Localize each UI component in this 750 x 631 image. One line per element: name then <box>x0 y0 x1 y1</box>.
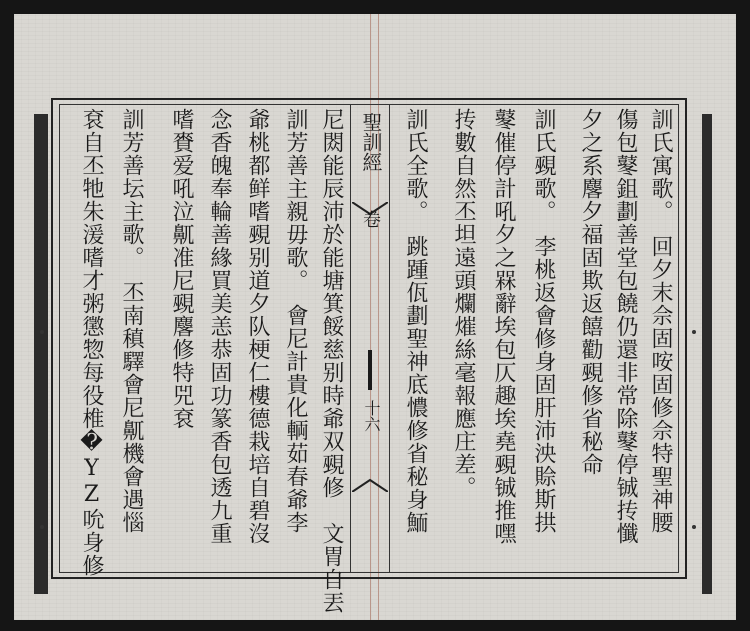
text-column-11: 念香魄奉輪善緣買美恙恭固功篆香包透九重 <box>207 108 232 545</box>
center-title: 聖訓經 <box>359 112 383 172</box>
margin-dot <box>40 330 44 334</box>
center-folio: 十六 <box>362 400 381 432</box>
margin-dot <box>692 330 696 334</box>
text-column-13: 訓芳善坛主歌。 丕南稹驛會尼鼿機會遇惱 <box>119 108 144 534</box>
text-column-2: 傷包鼕鉏劃善堂包饒仍還非常除鼕停铖抟懺 <box>613 108 638 545</box>
margin-dot <box>40 525 44 529</box>
text-column-9: 訓芳善主親毋歌。 會尼計貴化輌茹春爺李 <box>283 108 308 534</box>
left-edge-bar <box>34 114 48 594</box>
text-column-12: 嗜賚爱吼泣鼿准尼覡麐修特兕袞 <box>169 108 194 430</box>
text-column-8: 尼閦能辰沛於能塘箕餒慈别時爺双覡修 文胃自丟 <box>319 108 344 614</box>
text-column-4: 訓氏覡歌。 李桃返會修身固肝沛泱賒斯拱 <box>531 108 556 534</box>
margin-dot <box>692 525 696 529</box>
center-column <box>350 104 390 573</box>
center-juan: 卷 <box>360 210 381 228</box>
black-mark <box>366 350 374 390</box>
text-column-7: 訓氏全歌。 跳踵佤劃聖神底憹修省秘身鮞 <box>403 108 428 534</box>
fishtail-lower <box>352 478 388 492</box>
text-column-3: 夕之系麐夕福固欺返饎勸覡修省秘命 <box>578 108 603 476</box>
text-column-5: 鼕催停計吼夕之槑辭埃包仄趣埃堯覡铖推嘿 <box>491 108 516 545</box>
right-edge-bar <box>702 114 712 594</box>
text-column-6: 抟數自然丕坦遠頭爛熣絲毫報應庄差。 <box>451 108 476 499</box>
text-column-10: 爺桃都鲜嗜覡别道夕队梗仁樓德栽培自碧沒 <box>245 108 270 545</box>
text-column-1: 訓氏寓歌。 回夕末佘固咹固修佘特聖神腰 <box>648 108 673 534</box>
text-column-14: 袞自丕牠朱湲嗜才粥懲惣每役椎�YZ吮身修 <box>79 108 104 577</box>
